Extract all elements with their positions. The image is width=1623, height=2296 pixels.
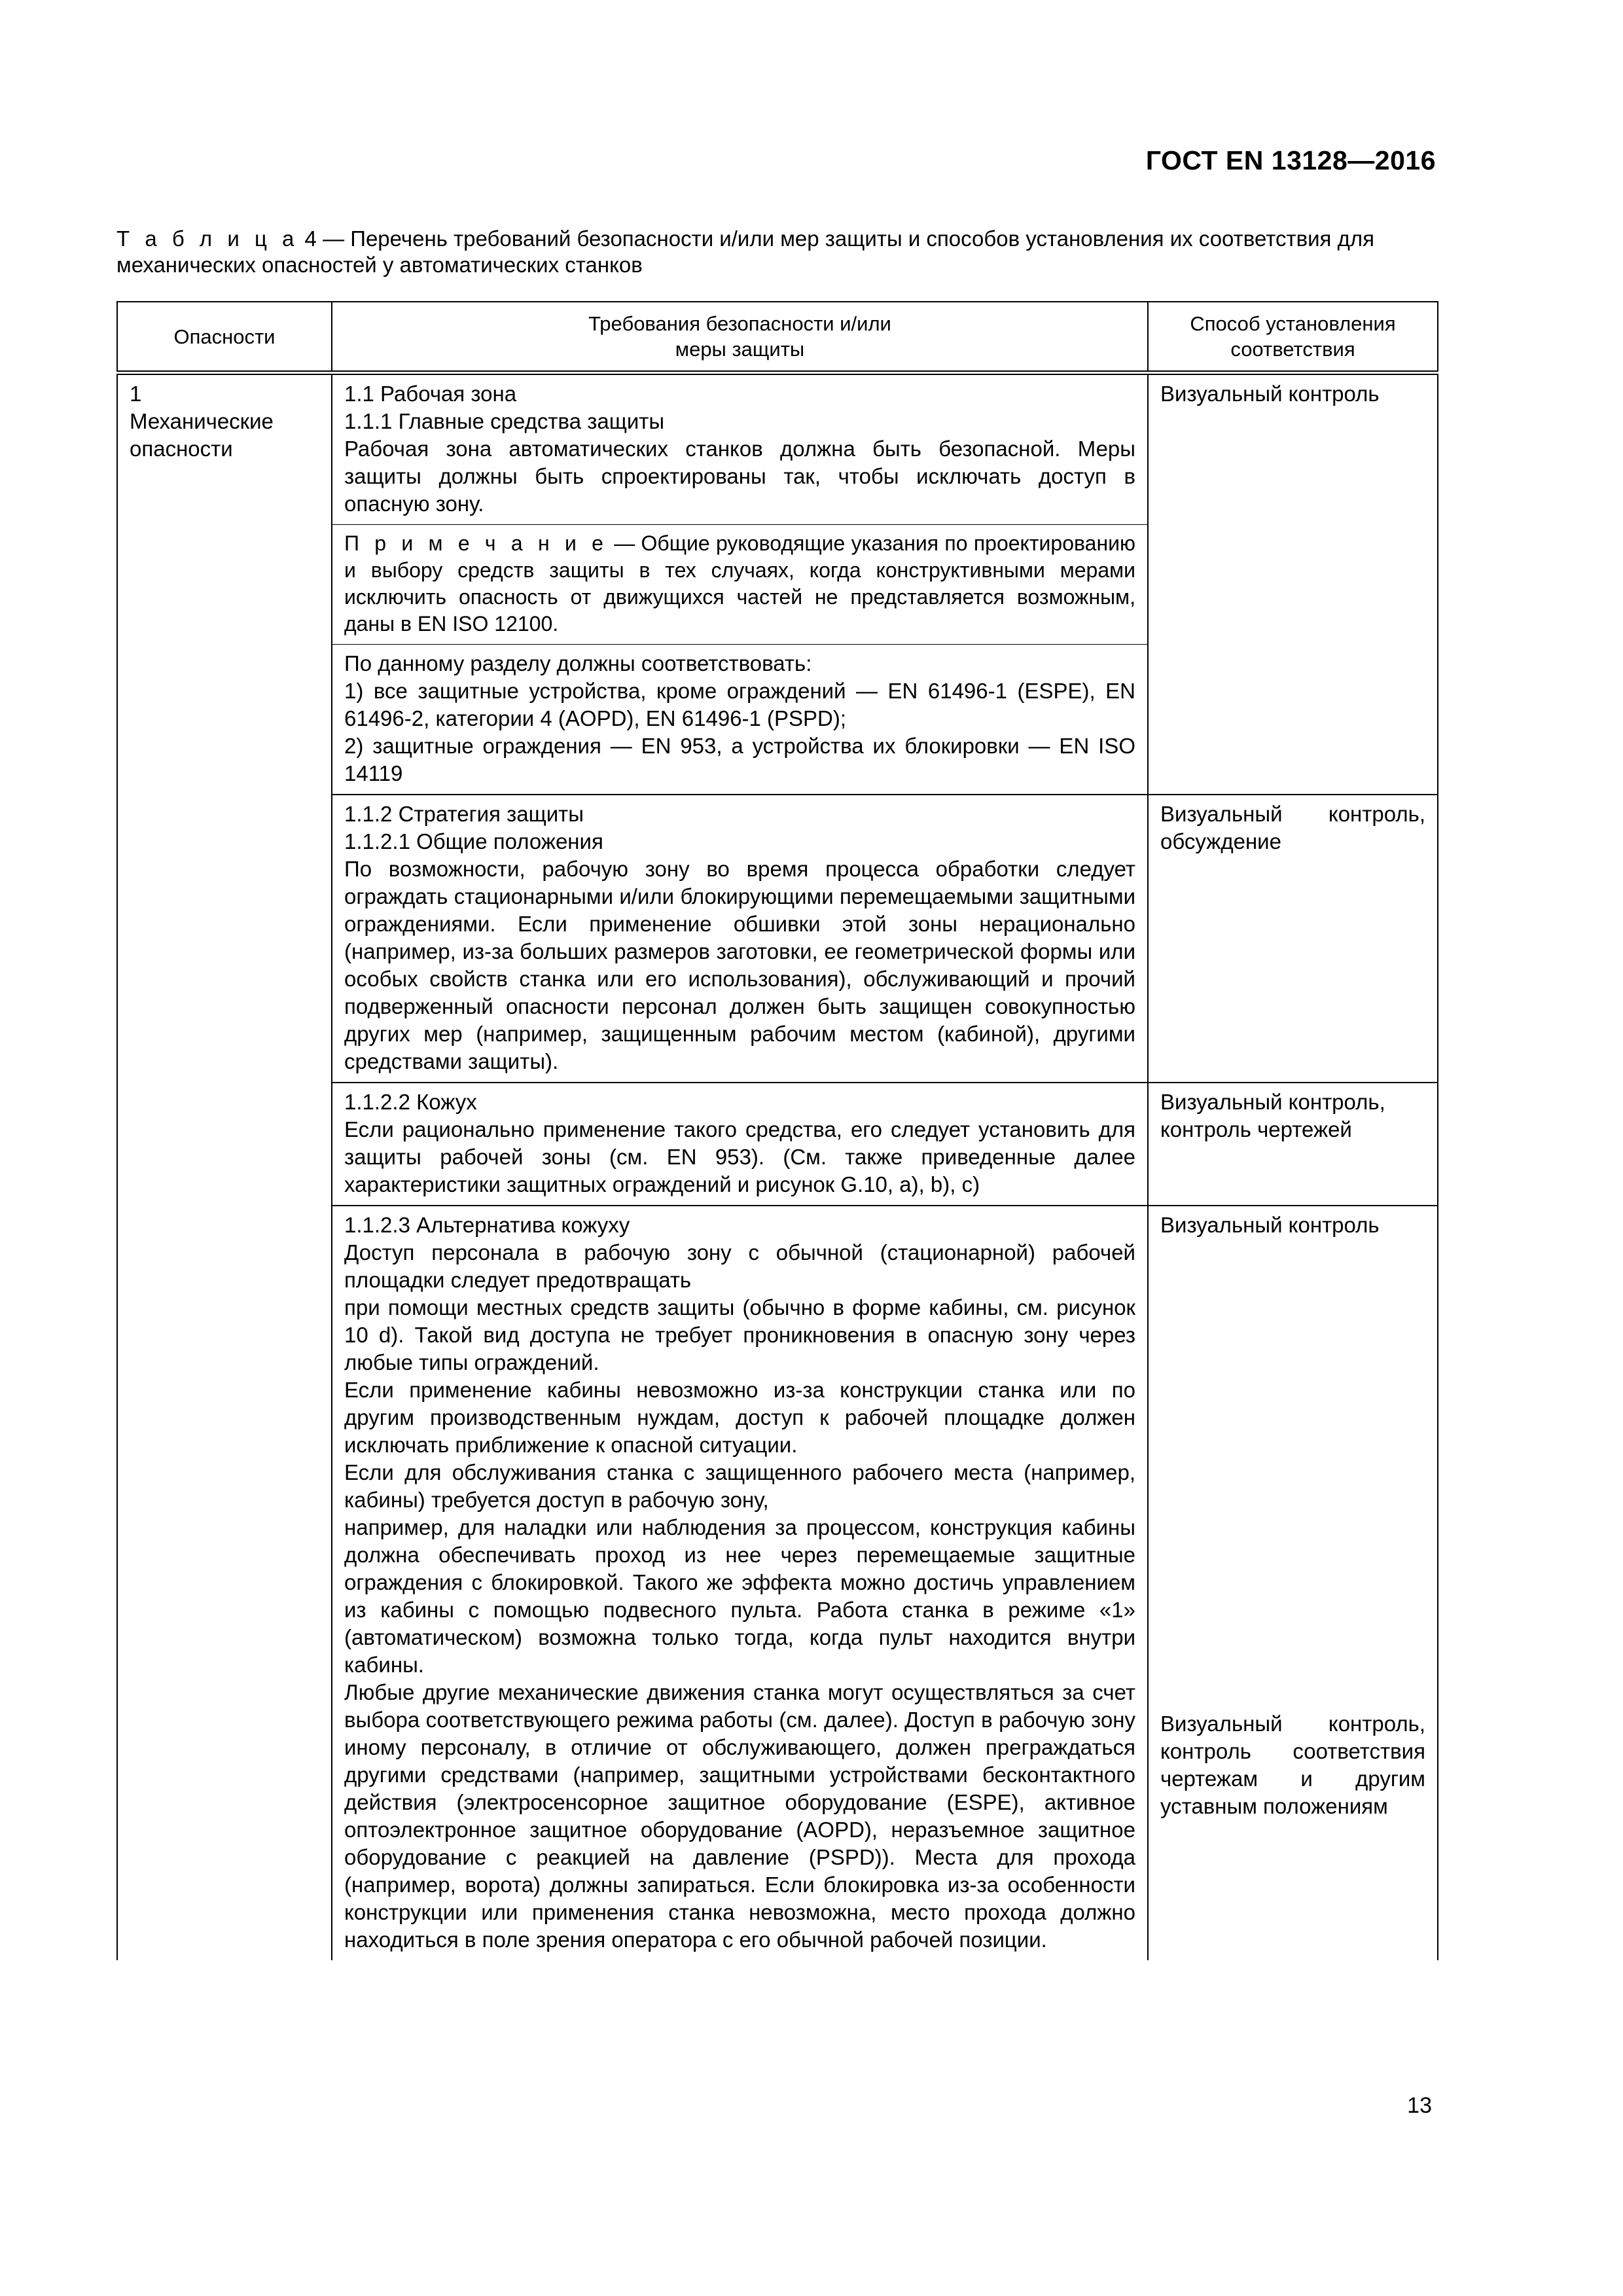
table-caption [116,226,1436,278]
requirements-cell [332,1206,1148,1960]
section-title: 1.1.2 Стратегия защиты [344,802,584,826]
table-header-row [117,302,1438,373]
note-cell [332,525,1148,645]
method-text: Визуальный контроль [1160,1213,1380,1237]
list-item: 2) защитные ограждения — EN 953, а устройства их блокировки — EN ISO 14119 [344,734,1135,785]
method-text: Визуальный контроль, контроль чертежей [1160,1090,1385,1141]
list-intro: По данному разделу должны соответствовать: [344,651,812,675]
table-caption-label: Т а б л и ц а [116,226,299,251]
section-text: Рабочая зона автоматических станков должна быть безопасной. Меры защиты должны быть спроектированы так, чтобы исключать доступ в опасную зону. [344,437,1135,516]
section-text: По возможности, рабочую зону во время процесса обработки следует ограждать стационарными и/или блокирующими перемещаемыми защитными ограждениями. Если применение обшивки этой зоны нерационально (например, из-за больших размеров заготовки, ее геометрической формы или особых свойств станка или его использования), обслуживающий и прочий подверженный опасности персонал должен быть защищен совокупностью других мер (например, защищенным рабочим местом (кабиной), другими средствами защиты). [344,857,1135,1073]
section-title: 1.1.2.2 Кожух [344,1090,477,1114]
section-subtitle: 1.1.1 Главные средства защиты [344,409,665,433]
hazard-cell [117,373,332,1961]
method-cell [1148,795,1438,1083]
document-code: ГОСТ EN 13128—2016 [1145,145,1436,175]
header-hazards: Опасности [117,302,332,373]
requirements-cell [332,1083,1148,1206]
note-text: — Общие руководящие указания по проектированию и выбору средств защиты в тех случаях, когда конструктивными мерами исключить опасность от движущихся частей не представляется возможным, даны в EN ISO 12100. [344,531,1136,636]
section-subtitle: 1.1.2.1 Общие положения [344,829,603,853]
section-text: например, для наладки или наблюдения за процессом, конструкция кабины должна обеспечивать проход из нее через перемещаемые защитные ограждения с блокировкой. Такого же эффекта можно достичь управлением из кабины с помощью подвесного пульта. Работа станка в режиме «1» (автоматическом) возможна только тогда, когда пульт находится внутри кабины. [344,1515,1135,1677]
requirements-cell [332,645,1148,795]
header-method: Способ установления соответствия [1148,302,1438,373]
requirements-cell [332,373,1148,525]
list-item: 1) все защитные устройства, кроме ограждений — EN 61496-1 (ESPE), EN 61496-2, категории 4 (AOPD), EN 61496-1 (PSPD); [344,679,1135,730]
section-text: Если для обслуживания станка с защищенного рабочего места (например, кабины) требуется доступ в рабочую зону, [344,1460,1135,1512]
method-cell [1148,1206,1438,1960]
method-text: Визуальный контроль, контроль соответствия чертежам и другим уставным положениям [1160,1712,1425,1818]
method-cell [1148,1083,1438,1206]
table-caption-text: 4 — Перечень требований безопасности и/или мер защиты и способов установления их соответствия для механических опасностей у автоматических станков [116,226,1374,277]
section-text: Если применение кабины невозможно из-за конструкции станка или по другим производственным нуждам, доступ к рабочей площадке должен исключать приближение к опасной ситуации. [344,1378,1135,1457]
note-label: П р и м е ч а н и е [344,531,608,555]
table-row [117,373,1438,525]
note [344,530,1135,637]
hazard-label: 1 Механические опасности [130,382,274,461]
header-requirements: Требования безопасности и/или меры защиты [332,302,1148,373]
method-cell [1148,373,1438,795]
section-title: 1.1.2.3 Альтернатива кожуху [344,1213,630,1237]
requirements-cell [332,795,1148,1083]
section-text: при помощи местных средств защиты (обычно в форме кабины, см. рисунок 10 d). Такой вид доступа не требует проникновения в опасную зону через любые типы ограждений. [344,1295,1135,1374]
section-text: Доступ персонала в рабочую зону с обычной (стационарной) рабочей площадки следует предотвращать [344,1240,1135,1292]
method-text: Визуальный контроль, обсуждение [1160,802,1425,853]
section-text: Любые другие механические движения станка могут осуществляться за счет выбора соответствующего режима работы (см. далее). Доступ в рабочую зону иному персоналу, в отличие от обслуживающего, должен преграждаться другими средствами (например, защитными устройствами бесконтактного действия (электросенсорное защитное оборудование (ESPE), активное оптоэлектронное защитное оборудование (AOPD), неразъемное защитное оборудование с реакцией на давление (PSPD)). Места для прохода (например, ворота) должны запираться. Если блокировка из-за особенности конструкции или применения станка невозможна, место прохода должно находиться в поле зрения оператора с его обычной рабочей позиции. [344,1680,1135,1952]
page-number: 13 [1407,2093,1432,2118]
requirements-table [116,301,1438,1960]
section-title: 1.1 Рабочая зона [344,382,517,406]
method-spacer [1160,1239,1425,1710]
method-text: Визуальный контроль [1160,382,1380,406]
section-text: Если рационально применение такого средства, его следует установить для защиты рабочей зоны (см. EN 953). (См. также приведенные далее характеристики защитных ограждений и рисунок G.10, a), b), c) [344,1117,1135,1196]
